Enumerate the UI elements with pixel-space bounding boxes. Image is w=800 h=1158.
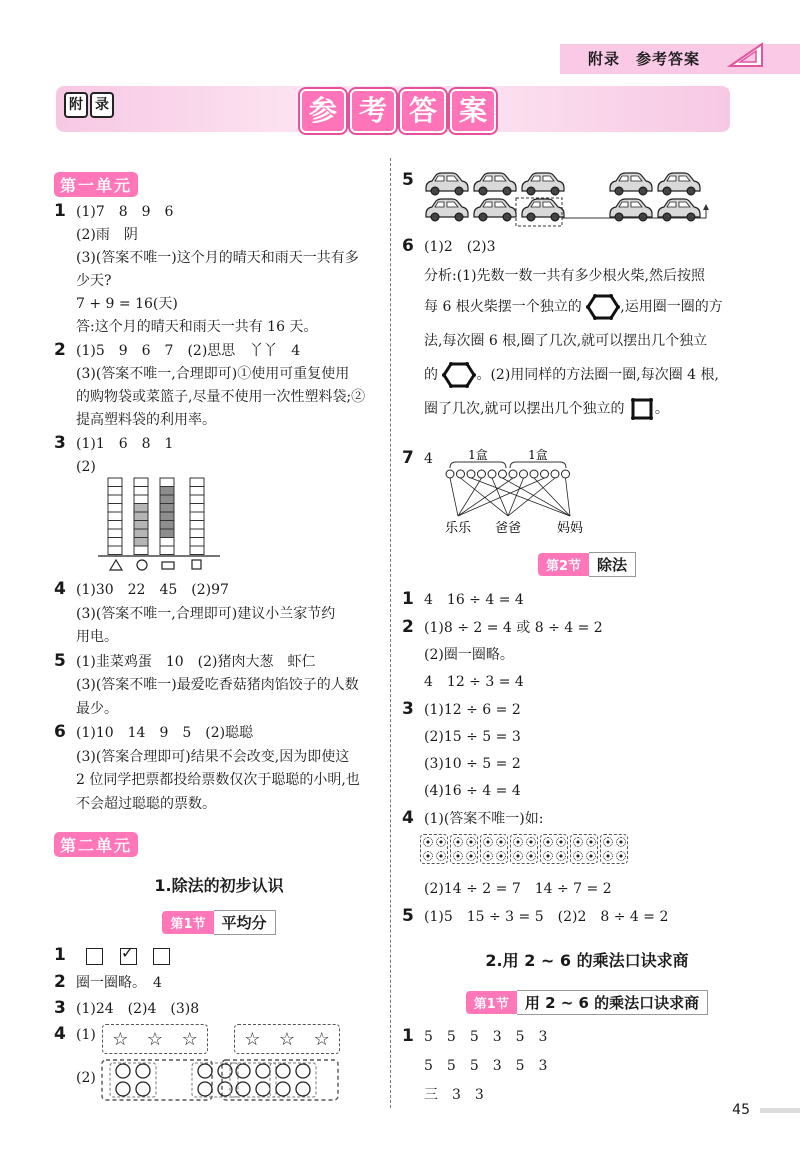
flower-icon — [526, 851, 536, 861]
flower-icon — [586, 851, 596, 861]
answer-line — [402, 903, 772, 931]
answer-text: 提高塑料袋的利用率。 — [76, 412, 216, 428]
answer-line — [402, 724, 772, 751]
question-number: 1 — [402, 1026, 414, 1046]
q6-analysis — [424, 262, 764, 426]
car-icon — [474, 173, 516, 195]
question-number: 5 — [54, 650, 66, 671]
q7-row — [402, 446, 433, 471]
flower-icon — [526, 837, 536, 847]
answer-line — [54, 793, 384, 817]
answer-text: (3)10 ÷ 5 = 2 — [424, 756, 521, 772]
answer-line — [54, 316, 384, 339]
flower-icon — [483, 837, 493, 847]
analysis-text: 的 — [424, 367, 438, 383]
hexagon-icon — [442, 361, 476, 389]
question-number: 4 — [54, 579, 66, 599]
answer-line — [54, 650, 384, 675]
item-circle — [478, 470, 486, 478]
answer-text: 不会超过聪聪的票数。 — [76, 795, 216, 812]
column-divider — [390, 158, 391, 1108]
title-char: 考 — [350, 89, 396, 133]
title-char: 参 — [300, 89, 346, 133]
circle-icon — [198, 1064, 212, 1078]
question-number: 1 — [54, 945, 66, 965]
answer-line — [54, 603, 384, 627]
section-name: 用 2 ~ 6 的乘法口诀求商 — [517, 990, 708, 1015]
empty-checkbox — [153, 948, 170, 965]
flower-icon — [466, 837, 476, 847]
triangle-icon — [110, 560, 122, 570]
cube-cell — [134, 495, 148, 504]
flower-icon — [483, 851, 493, 861]
star-group — [234, 1024, 340, 1054]
cube-cell — [190, 487, 204, 496]
answer-text: 4 12 ÷ 3 = 4 — [424, 674, 524, 690]
q3-row — [54, 996, 199, 1021]
flower-icon — [423, 837, 433, 847]
answer-text: (2)14 ÷ 2 = 7 14 ÷ 7 = 2 — [424, 881, 612, 897]
answer-text: (1)7 8 9 6 — [76, 204, 174, 220]
answer-text: 圈一圈略。 4 — [76, 975, 162, 991]
circle-icon — [136, 1064, 150, 1078]
appendix-char: 录 — [90, 92, 114, 118]
cube-stack-figure — [96, 474, 226, 574]
cube-cell — [160, 504, 174, 513]
circle-icon — [276, 1064, 290, 1078]
answer-text: (2)雨 阴 — [76, 227, 138, 243]
answer-line — [402, 586, 772, 614]
answer-line — [402, 1081, 772, 1110]
cube-cell — [190, 529, 204, 538]
header-title: 附录 参考答案 — [588, 50, 701, 68]
circle-icon — [296, 1064, 310, 1078]
flower-icon — [616, 851, 626, 861]
question-number: 5 — [402, 906, 414, 926]
flower-icon — [513, 851, 523, 861]
flower-icon — [616, 837, 626, 847]
answer-line — [54, 769, 384, 793]
answer-text: (3)(答案不唯一,合理即可)①使用可重复使用 — [76, 366, 350, 382]
star-icon: ☆ — [278, 1028, 296, 1050]
answer-text: (3)(答案合理即可)结果不会改变,因为即使这 — [76, 748, 350, 765]
answer-line — [54, 578, 384, 603]
section-1-header — [54, 910, 384, 935]
flower-icon — [543, 851, 553, 861]
answer-text: 7 + 9 = 16(天) — [76, 296, 178, 312]
answer-text: 答:这个月的晴天和雨天一共有 16 天。 — [76, 319, 318, 335]
circle-groups — [100, 1058, 340, 1104]
cube-cell — [134, 538, 148, 547]
answer-text: 4 — [424, 451, 433, 467]
q1-row — [54, 943, 176, 968]
circle-icon — [256, 1082, 270, 1096]
answer-line — [54, 698, 384, 722]
section-number: 第1节 — [466, 991, 517, 1014]
multiplication-answers — [402, 1022, 772, 1110]
circle-icon — [256, 1064, 270, 1078]
division-answers-b — [402, 876, 772, 931]
q4-part2-label: (2) — [76, 1070, 96, 1086]
star-icon: ☆ — [313, 1028, 330, 1050]
connection-line — [458, 478, 482, 516]
square-match-icon — [629, 396, 655, 422]
circle-icon — [137, 560, 147, 570]
analysis-line: 法,每次圈 6 根,圈了几次,就可以摆出几个独立 — [424, 333, 708, 349]
flower-icon — [573, 837, 583, 847]
flower-icon — [556, 851, 566, 861]
cube-cell — [190, 512, 204, 521]
question-number: 2 — [54, 340, 66, 360]
flower-icon — [496, 837, 506, 847]
item-circle — [520, 470, 528, 478]
section-2-header — [402, 552, 772, 577]
car-icon — [522, 173, 564, 195]
division-answers — [402, 586, 772, 833]
answer-line — [54, 293, 384, 316]
item-circle — [446, 470, 454, 478]
answer-text: (1)韭菜鸡蛋 10 (2)猪肉大葱 虾仁 — [76, 653, 316, 670]
star-icon: ☆ — [244, 1028, 261, 1050]
answer-line — [54, 224, 384, 247]
flower-group-box — [540, 834, 568, 864]
answer-text: (1)30 22 45 (2)97 — [76, 582, 229, 598]
box-label: 1盒 — [468, 448, 488, 462]
cube-cell — [160, 538, 174, 547]
check-icon: ✓ — [120, 942, 135, 962]
cube-cell — [160, 478, 174, 487]
cars-figure — [420, 168, 720, 230]
analysis-text: 圈了几次,就可以摆出几个独立的 — [424, 401, 625, 417]
section-name: 除法 — [589, 552, 636, 577]
flower-groups — [420, 834, 628, 864]
cube-cell — [108, 529, 122, 538]
answer-line — [54, 721, 384, 746]
page-number: 45 — [732, 1102, 750, 1118]
question-number: 1 — [54, 201, 66, 221]
page-number-bar — [760, 1108, 800, 1113]
flower-group-box — [480, 834, 508, 864]
answer-line — [402, 805, 772, 833]
car-icon — [426, 199, 468, 221]
question-number: 2 — [402, 617, 414, 637]
analysis-line — [424, 358, 764, 392]
cube-cell — [134, 521, 148, 530]
cube-cell — [190, 521, 204, 530]
flower-icon — [423, 851, 433, 861]
answer-text: (1)5 9 6 7 (2)思思 丫丫 4 — [76, 343, 301, 359]
analysis-text: 。(2)用同样的方法圈一圈,每次圈 4 根, — [476, 367, 719, 383]
flower-icon — [573, 851, 583, 861]
question-number: 2 — [54, 972, 66, 992]
cube-cell — [160, 521, 174, 530]
unit-2-badge — [54, 832, 138, 857]
connection-line — [450, 478, 458, 516]
circle-icon — [218, 1064, 232, 1078]
flower-icon — [556, 837, 566, 847]
answer-text: (3)(答案不唯一,合理即可)建议小兰家节约 — [76, 605, 336, 622]
answer-text: (2) — [76, 459, 96, 475]
flower-icon — [496, 851, 506, 861]
item-circle — [562, 470, 570, 478]
section-number: 第2节 — [538, 553, 589, 576]
title-char: 案 — [450, 89, 496, 133]
question-number: 5 — [402, 170, 414, 190]
analysis-line — [424, 392, 764, 426]
cube-cell — [190, 478, 204, 487]
question-number: 3 — [54, 998, 66, 1018]
q2-row — [54, 970, 162, 995]
analysis-text: ,运用圈一圈的方 — [620, 299, 723, 315]
unit-1-answers-b — [54, 578, 384, 816]
answer-part-label: (1) — [76, 1027, 96, 1043]
answer-line — [54, 247, 384, 270]
answer-text: (2)圈一圈略。 — [424, 647, 514, 663]
item-circle — [488, 470, 496, 478]
cube-cell — [108, 504, 122, 513]
answer-line — [402, 614, 772, 642]
question-number: 6 — [54, 722, 66, 742]
answer-text: (3)(答案不唯一)这个月的晴天和雨天一共有多 — [76, 250, 359, 266]
cube-cell — [134, 546, 148, 555]
question-number: 1 — [402, 589, 414, 609]
flower-icon — [513, 837, 523, 847]
flower-icon — [603, 837, 613, 847]
answer-text: (1)24 (2)4 (3)8 — [76, 1001, 200, 1017]
ruler-triangle-icon — [726, 40, 766, 70]
chapter-2-title: 2.用 2 ~ 6 的乘法口诀求商 — [485, 951, 689, 970]
answer-text: 4 16 ÷ 4 = 4 — [424, 592, 524, 608]
unit-1-answers — [54, 200, 384, 479]
flower-icon — [543, 837, 553, 847]
circle-icon — [136, 1082, 150, 1096]
cube-cell — [160, 495, 174, 504]
flower-icon — [453, 851, 463, 861]
star-icon: ☆ — [181, 1028, 198, 1050]
flower-icon — [603, 851, 613, 861]
car-icon — [426, 173, 468, 195]
cube-cell — [134, 478, 148, 487]
cube-cell — [134, 512, 148, 521]
dashed-group-box — [222, 1060, 338, 1100]
analysis-line: 分析:(1)先数一数一共有多少根火柴,然后按照 — [424, 268, 705, 284]
answer-line — [54, 409, 384, 432]
circle-icon — [296, 1082, 310, 1096]
question-number: 3 — [54, 433, 66, 453]
answer-text: (1)(答案不唯一)如: — [424, 811, 544, 827]
title-char: 答 — [400, 89, 446, 133]
connection-line — [503, 478, 571, 516]
circle-icon — [116, 1082, 130, 1096]
cube-cell — [190, 504, 204, 513]
cube-cell — [160, 529, 174, 538]
answer-line — [54, 270, 384, 293]
answer-line — [402, 669, 772, 696]
square-icon — [192, 560, 201, 569]
connection-line — [534, 478, 570, 516]
cube-cell — [190, 546, 204, 555]
cube-cell — [108, 538, 122, 547]
unit-2-label: 第二单元 — [54, 832, 138, 857]
answer-line — [402, 1052, 772, 1081]
q6-row — [402, 234, 495, 259]
question-number: 4 — [54, 1024, 66, 1044]
cube-cell — [190, 538, 204, 547]
flower-icon — [453, 837, 463, 847]
cube-cell — [108, 495, 122, 504]
flower-group-box — [600, 834, 628, 864]
analysis-text: 每 6 根火柴摆一个独立的 — [424, 299, 582, 315]
question-number: 4 — [402, 808, 414, 828]
item-circle — [467, 470, 475, 478]
cube-cell — [160, 487, 174, 496]
cube-cell — [108, 512, 122, 521]
star-icon: ☆ — [146, 1028, 164, 1050]
analysis-text: 。 — [654, 401, 669, 417]
person-label: 妈妈 — [556, 521, 584, 536]
flower-icon — [466, 851, 476, 861]
answer-text: (1)5 15 ÷ 3 = 5 (2)2 8 ÷ 4 = 2 — [424, 909, 669, 925]
circle-icon — [236, 1064, 250, 1078]
cube-cell — [160, 512, 174, 521]
car-icon — [522, 199, 564, 221]
cube-cell — [108, 546, 122, 555]
answer-text: (1)1 6 8 1 — [76, 436, 174, 452]
section-3-header — [402, 990, 772, 1015]
empty-checkbox — [86, 948, 103, 965]
car-icon — [658, 173, 700, 195]
item-circle — [551, 470, 559, 478]
answer-text: (1)12 ÷ 6 = 2 — [424, 702, 521, 718]
unit-1-label: 第一单元 — [54, 172, 138, 197]
answer-text: 的购物袋或菜篮子,尽量不使用一次性塑料袋;② — [76, 389, 366, 405]
answer-line — [54, 432, 384, 456]
flower-icon — [436, 851, 446, 861]
answer-line — [402, 642, 772, 669]
cube-cell — [108, 521, 122, 530]
section-number: 第1节 — [162, 911, 213, 934]
flower-icon — [436, 837, 446, 847]
cube-cell — [190, 495, 204, 504]
flower-icon — [586, 837, 596, 847]
answer-text: 5 5 5 3 5 3 — [424, 1058, 548, 1074]
answer-line — [54, 339, 384, 363]
answer-text: 三 3 3 — [424, 1087, 484, 1103]
flower-group-box — [510, 834, 538, 864]
question-number: 3 — [402, 699, 414, 719]
page-title — [300, 89, 496, 133]
cube-cell — [160, 546, 174, 555]
answer-line — [54, 746, 384, 770]
person-label: 爸爸 — [494, 521, 522, 536]
question-number: 7 — [402, 448, 414, 468]
answer-text: (1)8 ÷ 2 = 4 或 8 ÷ 4 = 2 — [424, 620, 603, 636]
answer-line — [402, 778, 772, 805]
flower-group-box — [570, 834, 598, 864]
answer-text: (2)15 ÷ 5 = 3 — [424, 729, 521, 745]
cube-cell — [134, 504, 148, 513]
circle-icon — [198, 1082, 212, 1096]
unit-1-badge — [54, 172, 138, 197]
answer-line — [402, 696, 772, 724]
cube-cell — [134, 487, 148, 496]
question-number: 6 — [402, 236, 414, 256]
answer-text: (4)16 ÷ 4 = 4 — [424, 783, 521, 799]
rectangle-icon — [162, 562, 174, 569]
answer-line — [402, 751, 772, 778]
answer-line — [54, 674, 384, 698]
item-circle — [499, 470, 507, 478]
distribution-diagram — [436, 446, 596, 538]
section-name: 平均分 — [214, 910, 276, 935]
answer-line — [54, 200, 384, 224]
star-icon: ☆ — [112, 1028, 129, 1050]
flower-group-box — [450, 834, 478, 864]
answer-text: 2 位同学把票都投给票数仅次于聪聪的小明,也 — [76, 772, 360, 788]
answer-text: 少天? — [76, 273, 112, 289]
car-icon — [610, 173, 652, 195]
answer-line — [54, 363, 384, 386]
answer-text: 5 5 5 3 5 3 — [424, 1029, 548, 1045]
flower-group-box — [420, 834, 448, 864]
answer-text: 最少。 — [76, 700, 118, 717]
brace-left — [450, 462, 506, 468]
answer-line — [54, 386, 384, 409]
cube-cell — [108, 478, 122, 487]
cube-cell — [108, 487, 122, 496]
analysis-line — [424, 290, 764, 324]
appendix-char: 附 — [64, 92, 88, 118]
item-circle — [541, 470, 549, 478]
person-label: 乐乐 — [444, 521, 472, 536]
answer-line — [54, 626, 384, 650]
answer-text: (1)2 (2)3 — [424, 239, 496, 255]
answer-text: (3)(答案不唯一)最爱吃香菇猪肉馅饺子的人数 — [76, 677, 359, 693]
brace-right — [510, 462, 566, 468]
circle-icon — [276, 1082, 290, 1096]
cube-cell — [134, 529, 148, 538]
answer-text: (1)10 14 9 5 (2)聪聪 — [76, 725, 254, 741]
box-label: 1盒 — [528, 448, 548, 462]
arrow-head-icon — [703, 204, 709, 210]
item-circle — [509, 470, 517, 478]
q4-row — [54, 1022, 96, 1047]
chapter-1-title: 1.除法的初步认识 — [154, 876, 284, 895]
star-group — [102, 1024, 208, 1054]
car-icon — [474, 199, 516, 221]
circle-icon — [116, 1064, 130, 1078]
item-circle — [457, 470, 465, 478]
connection-line — [492, 478, 508, 516]
appendix-label — [64, 92, 114, 118]
answer-line — [402, 1022, 772, 1052]
answer-line — [402, 876, 772, 903]
checked-checkbox — [120, 942, 137, 965]
hexagon-icon — [586, 293, 620, 321]
connection-line — [566, 478, 571, 516]
item-circle — [530, 470, 538, 478]
answer-text: 用电。 — [76, 629, 118, 645]
